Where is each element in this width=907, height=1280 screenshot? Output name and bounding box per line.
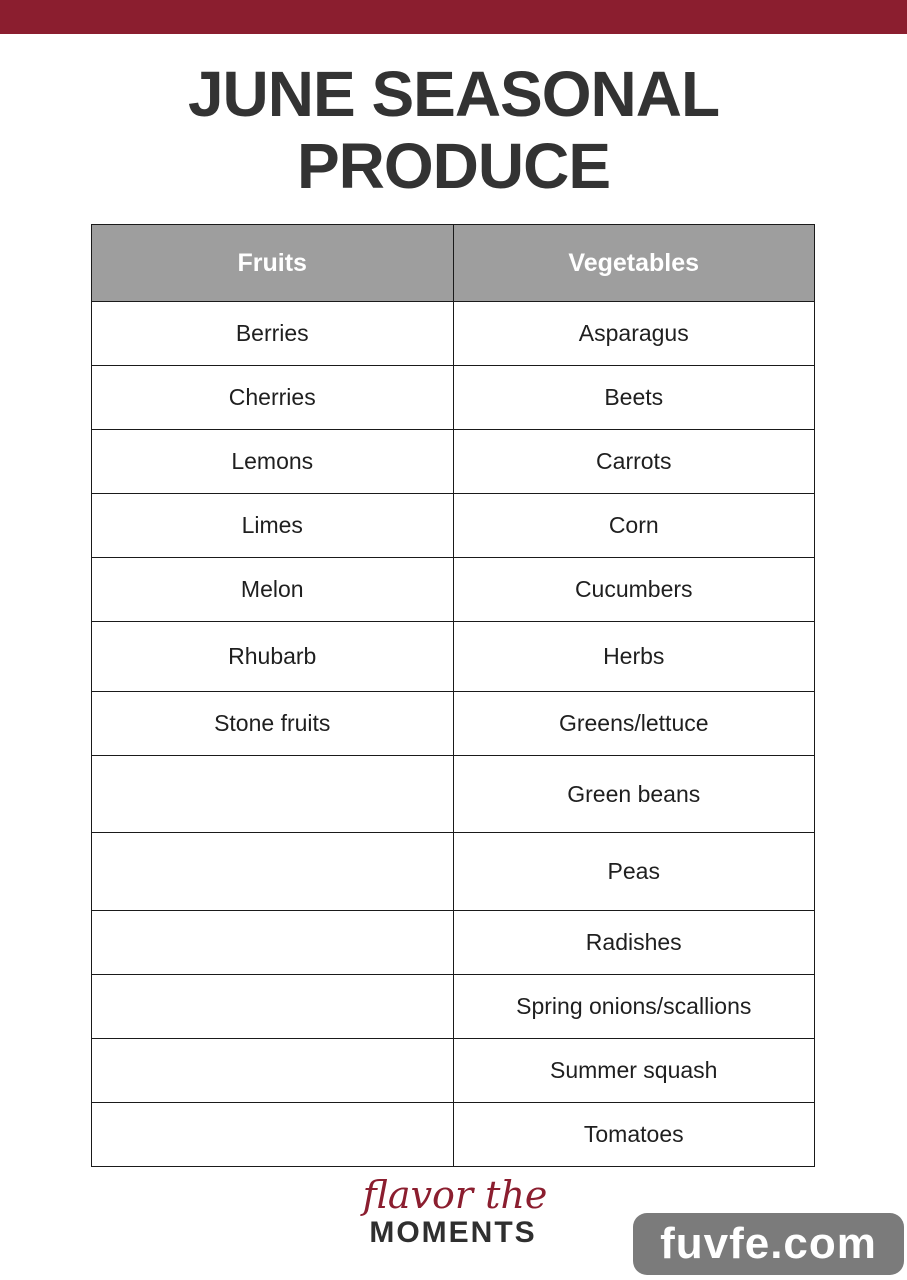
fruit-cell bbox=[92, 1039, 454, 1103]
table-row bbox=[92, 430, 815, 494]
table-row bbox=[92, 558, 815, 622]
title-line-1: JUNE SEASONAL bbox=[187, 58, 720, 130]
flavor-the-script-logo bbox=[360, 1170, 550, 1222]
page-title bbox=[0, 58, 907, 202]
vegetable-cell: Beets bbox=[453, 366, 815, 430]
vegetable-cell: Radishes bbox=[453, 911, 815, 975]
header-fruits: Fruits bbox=[92, 225, 454, 302]
table-row bbox=[92, 833, 815, 911]
fruit-cell bbox=[92, 756, 454, 833]
fruit-cell bbox=[92, 833, 454, 911]
watermark-badge: fuvfe.com bbox=[633, 1213, 904, 1275]
fruit-cell: Cherries bbox=[92, 366, 454, 430]
vegetable-cell: Greens/lettuce bbox=[453, 692, 815, 756]
vegetable-cell: Green beans bbox=[453, 756, 815, 833]
fruit-cell bbox=[92, 911, 454, 975]
table-row bbox=[92, 366, 815, 430]
vegetable-cell: Cucumbers bbox=[453, 558, 815, 622]
fruit-cell: Lemons bbox=[92, 430, 454, 494]
table-row bbox=[92, 975, 815, 1039]
fruit-cell: Melon bbox=[92, 558, 454, 622]
vegetable-cell: Summer squash bbox=[453, 1039, 815, 1103]
fruit-cell: Stone fruits bbox=[92, 692, 454, 756]
title-line-2: PRODUCE bbox=[296, 130, 611, 202]
fruit-cell bbox=[92, 1103, 454, 1167]
table-row bbox=[92, 622, 815, 692]
fruit-cell: Rhubarb bbox=[92, 622, 454, 692]
vegetable-cell: Carrots bbox=[453, 430, 815, 494]
vegetable-cell: Herbs bbox=[453, 622, 815, 692]
header-vegetables: Vegetables bbox=[453, 225, 815, 302]
logo-script-text: flavor the bbox=[362, 1173, 548, 1217]
produce-table bbox=[91, 224, 815, 1167]
table-row bbox=[92, 1103, 815, 1167]
table-row bbox=[92, 302, 815, 366]
vegetable-cell: Tomatoes bbox=[453, 1103, 815, 1167]
table-row bbox=[92, 1039, 815, 1103]
table-header-row bbox=[92, 225, 815, 302]
fruit-cell bbox=[92, 975, 454, 1039]
logo-wordmark: MOMENTS bbox=[369, 1216, 537, 1249]
vegetable-cell: Peas bbox=[453, 833, 815, 911]
vegetable-cell: Asparagus bbox=[453, 302, 815, 366]
vegetable-cell: Spring onions/scallions bbox=[453, 975, 815, 1039]
table-row bbox=[92, 494, 815, 558]
table-row bbox=[92, 756, 815, 833]
top-accent-bar bbox=[0, 0, 907, 34]
fruit-cell: Berries bbox=[92, 302, 454, 366]
table-row bbox=[92, 911, 815, 975]
fruit-cell: Limes bbox=[92, 494, 454, 558]
vegetable-cell: Corn bbox=[453, 494, 815, 558]
table-row bbox=[92, 692, 815, 756]
